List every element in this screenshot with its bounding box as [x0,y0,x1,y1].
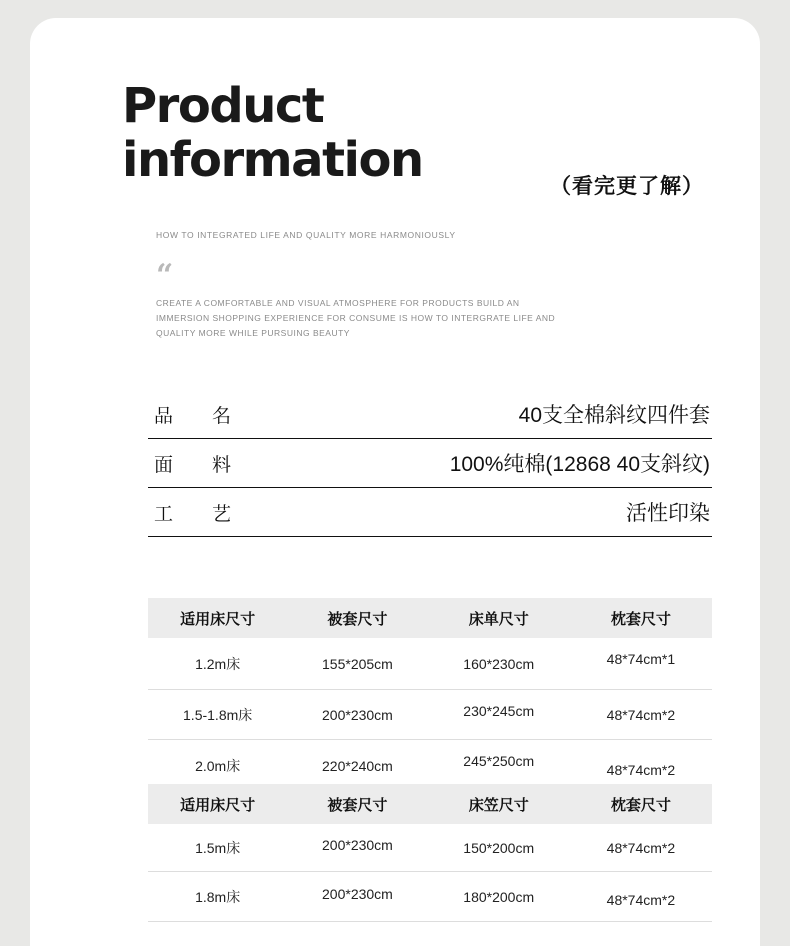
table-row [148,824,712,872]
cell-duvet-size: 220*240cm [287,740,427,792]
page-title-line-2: information [122,132,423,188]
cell-duvet-size: 155*205cm [287,638,427,690]
cell-bed-size: 1.5-1.8m床 [148,690,287,740]
cell-sheet-size: 160*230cm [428,638,570,690]
chinese-note: （看完更了解） [550,175,704,198]
quote-icon: “ [156,258,174,293]
cell-duvet-size: 200*230cm [287,824,427,872]
table-header-row [148,784,712,824]
cell-bed-size: 1.8m床 [148,872,287,922]
table-header-row [148,598,712,638]
column-header: 枕套尺寸 [610,796,671,814]
spec-value: 活性印染 [626,502,710,525]
quote-text: CREATE A COMFORTABLE AND VISUAL ATMOSPHERE FOR PRODUCTS BUILD AN IMMERSION SHOPPING EXPERIENCE FOR CONSUME IS HOW TO INTERGRATE LIFE AND QUALITY MORE WHILE PURSUING BEAUTY [156,298,556,338]
cell-pillowcase-size: 48*74cm*2 [570,690,712,740]
cell-duvet-size: 200*230cm [287,690,427,740]
subtitle-english: HOW TO INTEGRATED LIFE AND QUALITY MORE HARMONIOUSLY [156,230,456,240]
column-header: 枕套尺寸 [610,610,671,628]
cell-fitted-sheet-size: 180*200cm [428,872,570,922]
cell-sheet-size: 245*250cm [428,740,570,792]
spec-list [148,390,712,537]
cell-sheet-size: 230*245cm [428,690,570,740]
column-header: 床单尺寸 [468,610,529,628]
spec-label: 工 艺 [154,503,242,525]
size-table-fitted-sheet [148,784,712,922]
cell-bed-size: 2.0m床 [148,740,287,792]
cell-fitted-sheet-size: 150*200cm [428,824,570,872]
spec-row [148,488,712,537]
spec-value: 40支全棉斜纹四件套 [518,404,710,427]
spec-row [148,390,712,439]
column-header: 床笠尺寸 [468,796,529,814]
column-header: 适用床尺寸 [180,796,256,814]
spec-label: 品 名 [154,405,242,427]
table-row [148,872,712,922]
column-header: 被套尺寸 [327,796,388,814]
column-header: 被套尺寸 [327,610,388,628]
table-row [148,638,712,690]
table-body [148,638,712,792]
table-header [148,598,712,638]
spec-value: 100%纯棉(12868 40支斜纹) [449,453,710,476]
spec-row [148,439,712,488]
page-title-line-1: Product [122,78,324,134]
cell-bed-size: 1.2m床 [148,638,287,690]
spec-label: 面 料 [154,454,242,476]
cell-bed-size: 1.5m床 [148,824,287,872]
cell-duvet-size: 200*230cm [287,872,427,922]
table-row [148,690,712,740]
table-header [148,784,712,824]
size-table-bedsheet [148,598,712,792]
table-body [148,824,712,922]
cell-pillowcase-size: 48*74cm*2 [570,872,712,922]
product-info-card [30,18,760,946]
column-header: 适用床尺寸 [180,610,256,628]
cell-pillowcase-size: 48*74cm*1 [570,638,712,690]
cell-pillowcase-size: 48*74cm*2 [570,824,712,872]
cell-pillowcase-size: 48*74cm*2 [570,740,712,792]
